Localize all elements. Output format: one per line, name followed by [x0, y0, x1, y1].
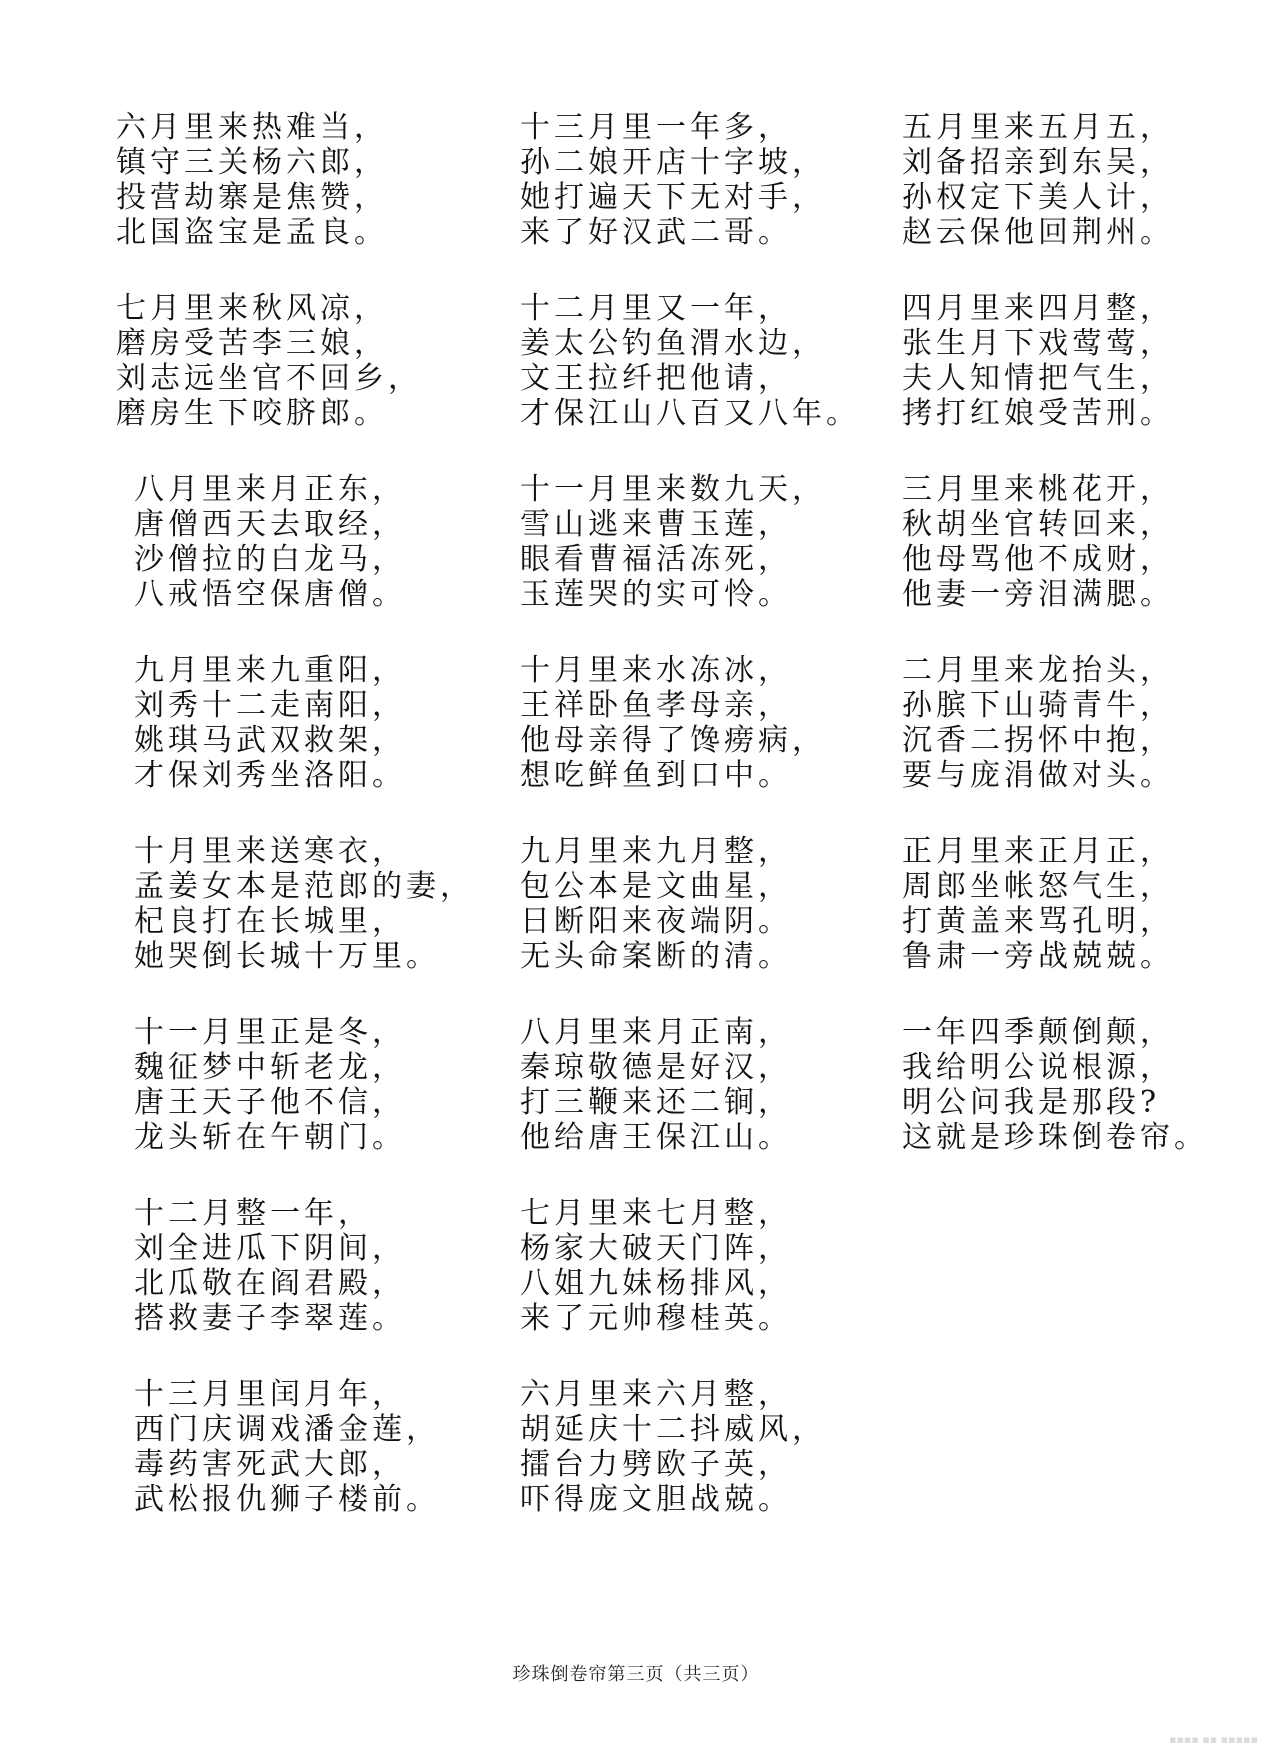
- stanza-line: 拷打红娘受苦刑。: [902, 396, 1174, 431]
- stanza-line: 沉香二拐怀中抱，: [902, 723, 1174, 758]
- stanza-line: 姜太公钓鱼渭水边，: [520, 326, 826, 361]
- stanza-line: 十月里来送寒衣，: [134, 834, 406, 869]
- stanza: [520, 110, 826, 250]
- stanza-line: 孙权定下美人计，: [902, 180, 1174, 215]
- stanza-line: 眼看曹福活冻死，: [520, 542, 792, 577]
- stanza-line: 鲁肃一旁战兢兢。: [902, 939, 1174, 974]
- stanza-line: 文王拉纤把他请，: [520, 361, 792, 396]
- stanza-line: 磨房生下咬脐郎。: [116, 396, 388, 431]
- stanza: [902, 291, 1174, 431]
- stanza-line: 龙头斩在午朝门。: [134, 1120, 406, 1155]
- stanza: [520, 1015, 792, 1155]
- stanza-line: 刘全进瓜下阴间，: [134, 1231, 406, 1266]
- stanza-line: 他母亲得了馋痨病，: [520, 723, 826, 758]
- stanza-line: 七月里来七月整，: [520, 1196, 792, 1231]
- stanza-line: 想吃鲜鱼到口中。: [520, 758, 792, 793]
- stanza: [134, 1015, 406, 1155]
- stanza: [902, 110, 1174, 250]
- stanza-line: 玉莲哭的实可怜。: [520, 577, 792, 612]
- stanza-line: 他给唐王保江山。: [520, 1120, 792, 1155]
- stanza-line: 西门庆调戏潘金莲，: [134, 1412, 440, 1447]
- stanza: [520, 1196, 792, 1336]
- stanza: [520, 653, 826, 793]
- stanza-line: 十三月里一年多，: [520, 110, 792, 145]
- stanza-line: 十月里来水冻冰，: [520, 653, 792, 688]
- stanza-line: 刘志远坐官不回乡，: [116, 361, 422, 396]
- stanza-line: 王祥卧鱼孝母亲，: [520, 688, 792, 723]
- stanza-line: 雪山逃来曹玉莲，: [520, 507, 792, 542]
- stanza-line: 三月里来桃花开，: [902, 472, 1174, 507]
- stanza: [520, 834, 792, 974]
- stanza-line: 六月里来六月整，: [520, 1377, 792, 1412]
- stanza-line: 来了好汉武二哥。: [520, 215, 792, 250]
- stanza-line: 明公问我是那段?: [902, 1085, 1161, 1120]
- stanza-line: 十三月里闰月年，: [134, 1377, 406, 1412]
- stanza-line: 她打遍天下无对手，: [520, 180, 826, 215]
- stanza-line: 这就是珍珠倒卷帘。: [902, 1120, 1208, 1155]
- stanza-line: 吓得庞文胆战兢。: [520, 1482, 792, 1517]
- stanza-line: 北瓜敬在阎君殿，: [134, 1266, 406, 1301]
- stanza-line: 秦琼敬德是好汉，: [520, 1050, 792, 1085]
- stanza-line: 姚琪马武双救架，: [134, 723, 406, 758]
- stanza-line: 一年四季颠倒颠，: [902, 1015, 1174, 1050]
- stanza-line: 十二月里又一年，: [520, 291, 792, 326]
- stanza-line: 来了元帅穆桂英。: [520, 1301, 792, 1336]
- stanza-line: 周郎坐帐怒气生，: [902, 869, 1174, 904]
- stanza-line: 投营劫寨是焦赞，: [116, 180, 388, 215]
- stanza-line: 孟姜女本是范郎的妻，: [134, 869, 474, 904]
- stanza-line: 日断阳来夜端阴。: [520, 904, 792, 939]
- stanza-line: 张生月下戏莺莺，: [902, 326, 1174, 361]
- stanza-line: 八月里来月正东，: [134, 472, 406, 507]
- stanza: [902, 653, 1174, 793]
- stanza-line: 唐僧西天去取经，: [134, 507, 406, 542]
- stanza: [520, 1377, 826, 1517]
- stanza: [902, 472, 1174, 612]
- stanza-line: 十一月里来数九天，: [520, 472, 826, 507]
- page-footer: 珍珠倒卷帘第三页（共三页）: [512, 1664, 760, 1685]
- stanza-line: 要与庞涓做对头。: [902, 758, 1174, 793]
- stanza: [116, 291, 422, 431]
- stanza-line: 沙僧拉的白龙马，: [134, 542, 406, 577]
- stanza: [134, 1377, 440, 1517]
- stanza-line: 赵云保他回荆州。: [902, 215, 1174, 250]
- stanza-line: 秋胡坐官转回来，: [902, 507, 1174, 542]
- stanza: [134, 834, 474, 974]
- stanza: [134, 1196, 406, 1336]
- stanza-line: 魏征梦中斩老龙，: [134, 1050, 406, 1085]
- stanza-line: 她哭倒长城十万里。: [134, 939, 440, 974]
- stanza-line: 八月里来月正南，: [520, 1015, 792, 1050]
- stanza-line: 磨房受苦李三娘，: [116, 326, 388, 361]
- stanza-line: 毒药害死武大郎，: [134, 1447, 406, 1482]
- stanza-line: 武松报仇狮子楼前。: [134, 1482, 440, 1517]
- stanza-line: 四月里来四月整，: [902, 291, 1174, 326]
- stanza-line: 才保刘秀坐洛阳。: [134, 758, 406, 793]
- stanza-line: 六月里来热难当，: [116, 110, 388, 145]
- stanza-line: 夫人知情把气生，: [902, 361, 1174, 396]
- stanza-line: 打黄盖来骂孔明，: [902, 904, 1174, 939]
- stanza: [902, 834, 1174, 974]
- stanza: [520, 472, 826, 612]
- stanza-line: 他妻一旁泪满腮。: [902, 577, 1174, 612]
- stanza-line: 九月里来九月整，: [520, 834, 792, 869]
- stanza: [134, 653, 406, 793]
- stanza-line: 五月里来五月五，: [902, 110, 1174, 145]
- stanza-line: 八戒悟空保唐僧。: [134, 577, 406, 612]
- stanza-line: 九月里来九重阳，: [134, 653, 406, 688]
- stanza-line: 刘备招亲到东吴，: [902, 145, 1174, 180]
- stanza-line: 我给明公说根源，: [902, 1050, 1174, 1085]
- stanza-line: 孙二娘开店十字坡，: [520, 145, 826, 180]
- stanza-line: 搭救妻子李翠莲。: [134, 1301, 406, 1336]
- stanza-line: 刘秀十二走南阳，: [134, 688, 406, 723]
- stanza-line: 八姐九妹杨排风，: [520, 1266, 792, 1301]
- stanza-line: 七月里来秋风凉，: [116, 291, 388, 326]
- stanza-line: 打三鞭来还二锏，: [520, 1085, 792, 1120]
- stanza-line: 十二月整一年，: [134, 1196, 372, 1231]
- stanza-line: 镇守三关杨六郎，: [116, 145, 388, 180]
- stanza-line: 擂台力劈欧子英，: [520, 1447, 792, 1482]
- watermark: ▪▪▪▪ ▪▪ ▪▪▪▪▪: [1169, 1733, 1258, 1746]
- stanza-line: 包公本是文曲星，: [520, 869, 792, 904]
- stanza-line: 二月里来龙抬头，: [902, 653, 1174, 688]
- stanza: [134, 472, 406, 612]
- stanza-line: 十一月里正是冬，: [134, 1015, 406, 1050]
- stanza-line: 杞良打在长城里，: [134, 904, 406, 939]
- stanza-line: 才保江山八百又八年。: [520, 396, 860, 431]
- stanza-line: 唐王天子他不信，: [134, 1085, 406, 1120]
- stanza-line: 正月里来正月正，: [902, 834, 1174, 869]
- stanza-line: 无头命案断的清。: [520, 939, 792, 974]
- stanza-line: 他母骂他不成财，: [902, 542, 1174, 577]
- stanza-line: 孙膑下山骑青牛，: [902, 688, 1174, 723]
- stanza: [902, 1015, 1208, 1155]
- stanza-line: 杨家大破天门阵，: [520, 1231, 792, 1266]
- stanza: [116, 110, 388, 250]
- stanza: [520, 291, 860, 431]
- stanza-line: 胡延庆十二抖威风，: [520, 1412, 826, 1447]
- stanza-line: 北国盗宝是孟良。: [116, 215, 388, 250]
